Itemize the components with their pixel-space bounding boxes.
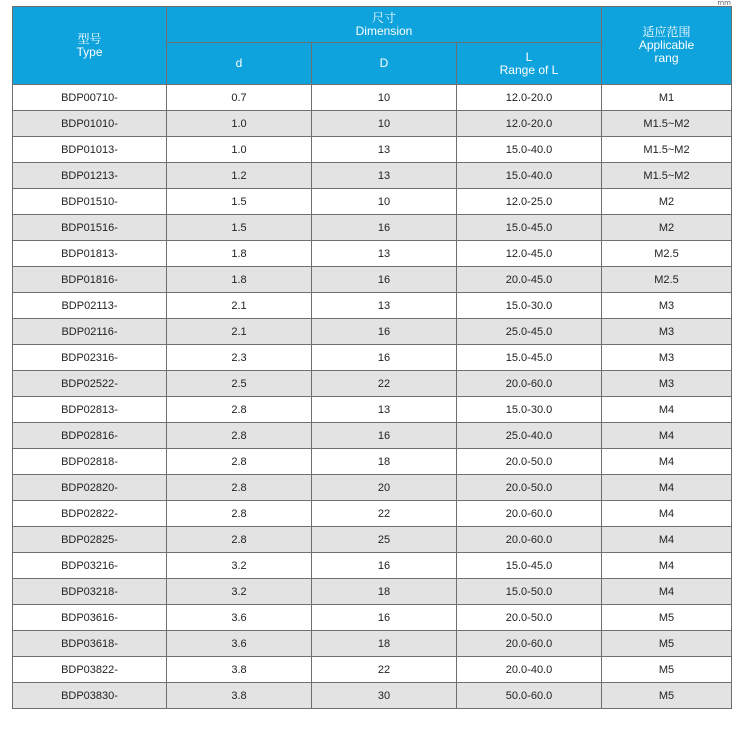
cell-L: 20.0-40.0 <box>457 657 602 683</box>
cell-d: 3.2 <box>167 579 312 605</box>
table-row <box>13 163 732 189</box>
table-row <box>13 137 732 163</box>
header-D: D <box>312 43 457 85</box>
cell-D: 13 <box>312 241 457 267</box>
cell-d: 2.3 <box>167 345 312 371</box>
header-applicable <box>602 7 732 85</box>
cell-type: BDP01813- <box>13 241 167 267</box>
cell-L: 20.0-60.0 <box>457 527 602 553</box>
cell-d: 2.1 <box>167 293 312 319</box>
cell-d: 1.0 <box>167 137 312 163</box>
cell-type: BDP02818- <box>13 449 167 475</box>
cell-type: BDP02825- <box>13 527 167 553</box>
table-row <box>13 501 732 527</box>
cell-L: 20.0-60.0 <box>457 501 602 527</box>
cell-range: M2.5 <box>602 267 732 293</box>
cell-L: 25.0-40.0 <box>457 423 602 449</box>
cell-type: BDP01816- <box>13 267 167 293</box>
cell-D: 16 <box>312 345 457 371</box>
table-row <box>13 605 732 631</box>
cell-d: 1.8 <box>167 241 312 267</box>
cell-range: M4 <box>602 449 732 475</box>
table-row <box>13 319 732 345</box>
cell-d: 2.1 <box>167 319 312 345</box>
cell-type: BDP02813- <box>13 397 167 423</box>
cell-range: M4 <box>602 501 732 527</box>
cell-L: 15.0-50.0 <box>457 579 602 605</box>
header-L-bottom: Range of L <box>499 62 559 77</box>
cell-range: M3 <box>602 319 732 345</box>
table-row <box>13 371 732 397</box>
cell-L: 15.0-45.0 <box>457 345 602 371</box>
header-d: d <box>167 43 312 85</box>
cell-D: 13 <box>312 137 457 163</box>
cell-L: 20.0-50.0 <box>457 449 602 475</box>
cell-range: M4 <box>602 527 732 553</box>
header-dimension-en: Dimension <box>355 23 413 38</box>
cell-L: 20.0-60.0 <box>457 371 602 397</box>
cell-D: 25 <box>312 527 457 553</box>
cell-type: BDP01510- <box>13 189 167 215</box>
header-type-en: Type <box>76 44 103 59</box>
cell-L: 12.0-45.0 <box>457 241 602 267</box>
table-row <box>13 345 732 371</box>
cell-d: 1.5 <box>167 189 312 215</box>
table-row <box>13 657 732 683</box>
cell-D: 16 <box>312 319 457 345</box>
cell-D: 16 <box>312 605 457 631</box>
table-row <box>13 631 732 657</box>
table-row <box>13 449 732 475</box>
cell-d: 3.8 <box>167 657 312 683</box>
cell-L: 20.0-50.0 <box>457 475 602 501</box>
cell-d: 2.8 <box>167 397 312 423</box>
header-dimension-cn: 尺寸 <box>371 10 396 25</box>
table-row <box>13 475 732 501</box>
table-row <box>13 423 732 449</box>
cell-d: 2.5 <box>167 371 312 397</box>
cell-range: M5 <box>602 683 732 709</box>
cell-type: BDP03218- <box>13 579 167 605</box>
cell-range: M4 <box>602 397 732 423</box>
cell-D: 16 <box>312 215 457 241</box>
table-row <box>13 397 732 423</box>
header-type-cn: 型号 <box>77 31 102 46</box>
unit-note: mm <box>717 0 731 7</box>
cell-range: M3 <box>602 345 732 371</box>
header-dimension <box>167 7 602 43</box>
cell-D: 13 <box>312 293 457 319</box>
header-applicable-en2: rang <box>654 51 679 65</box>
cell-range: M1 <box>602 85 732 111</box>
cell-d: 2.8 <box>167 423 312 449</box>
cell-d: 2.8 <box>167 501 312 527</box>
cell-type: BDP01010- <box>13 111 167 137</box>
cell-type: BDP02822- <box>13 501 167 527</box>
cell-type: BDP01013- <box>13 137 167 163</box>
cell-range: M3 <box>602 371 732 397</box>
cell-L: 20.0-45.0 <box>457 267 602 293</box>
cell-D: 30 <box>312 683 457 709</box>
cell-d: 0.7 <box>167 85 312 111</box>
cell-d: 3.2 <box>167 553 312 579</box>
cell-type: BDP02522- <box>13 371 167 397</box>
cell-d: 2.8 <box>167 449 312 475</box>
table-row <box>13 215 732 241</box>
table-row <box>13 527 732 553</box>
cell-D: 16 <box>312 423 457 449</box>
cell-range: M2 <box>602 189 732 215</box>
cell-L: 15.0-45.0 <box>457 215 602 241</box>
cell-D: 16 <box>312 553 457 579</box>
cell-range: M1.5~M2 <box>602 111 732 137</box>
cell-range: M4 <box>602 553 732 579</box>
cell-d: 3.8 <box>167 683 312 709</box>
cell-L: 12.0-20.0 <box>457 85 602 111</box>
cell-range: M1.5~M2 <box>602 137 732 163</box>
cell-type: BDP02316- <box>13 345 167 371</box>
table-row <box>13 189 732 215</box>
table-row <box>13 553 732 579</box>
cell-range: M3 <box>602 293 732 319</box>
cell-range: M4 <box>602 579 732 605</box>
cell-d: 3.6 <box>167 631 312 657</box>
spec-table <box>12 6 732 709</box>
cell-L: 15.0-45.0 <box>457 553 602 579</box>
cell-D: 13 <box>312 163 457 189</box>
cell-L: 12.0-25.0 <box>457 189 602 215</box>
cell-d: 1.2 <box>167 163 312 189</box>
cell-D: 18 <box>312 631 457 657</box>
cell-L: 15.0-30.0 <box>457 397 602 423</box>
table-row <box>13 683 732 709</box>
cell-range: M4 <box>602 475 732 501</box>
cell-L: 15.0-40.0 <box>457 163 602 189</box>
cell-L: 25.0-45.0 <box>457 319 602 345</box>
cell-range: M5 <box>602 631 732 657</box>
cell-range: M5 <box>602 657 732 683</box>
cell-type: BDP03616- <box>13 605 167 631</box>
cell-L: 20.0-50.0 <box>457 605 602 631</box>
cell-type: BDP02113- <box>13 293 167 319</box>
header-L-top: L <box>525 49 533 64</box>
table-row <box>13 267 732 293</box>
cell-D: 18 <box>312 579 457 605</box>
table-row <box>13 579 732 605</box>
cell-d: 1.0 <box>167 111 312 137</box>
cell-L: 12.0-20.0 <box>457 111 602 137</box>
cell-range: M2.5 <box>602 241 732 267</box>
cell-D: 22 <box>312 657 457 683</box>
cell-type: BDP03822- <box>13 657 167 683</box>
cell-range: M4 <box>602 423 732 449</box>
cell-d: 2.8 <box>167 527 312 553</box>
cell-D: 22 <box>312 501 457 527</box>
cell-L: 15.0-30.0 <box>457 293 602 319</box>
cell-d: 2.8 <box>167 475 312 501</box>
cell-range: M1.5~M2 <box>602 163 732 189</box>
header-type <box>13 7 167 85</box>
cell-type: BDP03830- <box>13 683 167 709</box>
cell-D: 10 <box>312 111 457 137</box>
cell-d: 1.5 <box>167 215 312 241</box>
cell-type: BDP02116- <box>13 319 167 345</box>
cell-range: M5 <box>602 605 732 631</box>
table-row <box>13 85 732 111</box>
header-applicable-en1: Applicable <box>638 38 695 52</box>
cell-type: BDP00710- <box>13 85 167 111</box>
cell-D: 20 <box>312 475 457 501</box>
cell-type: BDP03618- <box>13 631 167 657</box>
cell-L: 20.0-60.0 <box>457 631 602 657</box>
cell-type: BDP02820- <box>13 475 167 501</box>
cell-D: 10 <box>312 189 457 215</box>
table-body <box>13 85 732 709</box>
cell-type: BDP01213- <box>13 163 167 189</box>
cell-type: BDP02816- <box>13 423 167 449</box>
cell-d: 3.6 <box>167 605 312 631</box>
header-applicable-cn: 适应范围 <box>642 25 691 39</box>
table-row <box>13 293 732 319</box>
table-row <box>13 111 732 137</box>
cell-range: M2 <box>602 215 732 241</box>
cell-d: 1.8 <box>167 267 312 293</box>
table-row <box>13 241 732 267</box>
cell-D: 10 <box>312 85 457 111</box>
cell-type: BDP03216- <box>13 553 167 579</box>
cell-D: 18 <box>312 449 457 475</box>
cell-D: 13 <box>312 397 457 423</box>
cell-L: 15.0-40.0 <box>457 137 602 163</box>
cell-D: 16 <box>312 267 457 293</box>
cell-D: 22 <box>312 371 457 397</box>
cell-L: 50.0-60.0 <box>457 683 602 709</box>
header-L <box>457 43 602 85</box>
cell-type: BDP01516- <box>13 215 167 241</box>
